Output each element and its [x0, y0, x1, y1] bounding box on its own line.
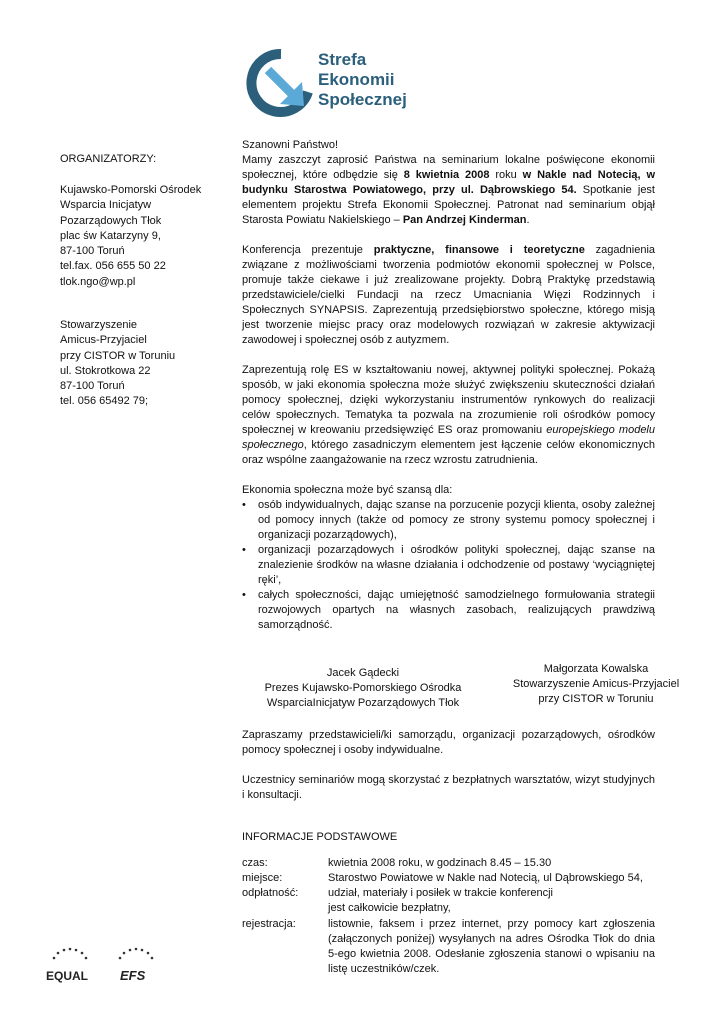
svg-text:EQUAL: EQUAL	[46, 969, 88, 983]
info-table	[242, 856, 655, 977]
org2-line: Stowarzyszenie	[60, 319, 138, 331]
info-row	[242, 917, 655, 977]
signature-role: Stowarzyszenie Amicus-Przyjaciel	[512, 678, 680, 690]
info-row	[242, 856, 655, 871]
logo-line-1: Strefa	[318, 50, 367, 69]
p1-text: .	[526, 214, 530, 226]
signature-name: Małgorzata Kowalska	[543, 663, 649, 675]
p3-text: Zaprezentują rolę ES w kształtowaniu nowej, aktywnej polityki społecznej. Pokażą sposób, w jaki ekonomia społeczna może służyć zwiększeniu skuteczności działań pomocy społecznej, dzięki wykorzystaniu instrumentów rynkowych do realizacji celów społecznych. Tematyka ta pozwala na zrozumienie roli ośrodków pomocy społecznej w kreowaniu przedsięwzięć ES oraz promowaniu	[242, 364, 655, 436]
footer-logos	[40, 944, 164, 994]
info-label: odpłatność:	[242, 887, 299, 899]
closing-paragraph-2: Uczestnicy seminariów mogą skorzystać z bezpłatnych warsztatów, wizyt studyjnych i konsultacji.	[242, 774, 655, 801]
signature-name: Jacek Gądecki	[326, 667, 400, 679]
info-value: Starostwo Powiatowe w Nakle nad Notecią, ul Dąbrowskiego 54,	[328, 872, 643, 884]
org1-email[interactable]: tlok.ngo@wp.pl	[60, 275, 136, 288]
org2-line: tel. 056 65492 79;	[60, 395, 149, 408]
closing-paragraph-1: Zapraszamy przedstawicieli/ki samorządu, organizacji pozarządowych, ośrodków pomocy społecznej i osoby indywidualne.	[242, 729, 655, 756]
org2-line: Amicus-Przyjaciel	[60, 334, 147, 347]
list-item: • całych społeczności, dając umiejętność samodzielnego formułowania strategii rozwojowych opartych na własnych zasobach, realizujących prawdziwą samorządność.	[242, 588, 655, 633]
signature-role: WsparciaInicjatyw Pozarządowych Tłok	[266, 697, 460, 709]
letter-body	[242, 138, 655, 633]
info-value: kwietnia 2008 roku, w godzinach 8.45 – 15.30	[328, 857, 552, 869]
p3-emphasis: europejskiego modelu społecznego	[242, 424, 655, 451]
p1-location: w Nakle nad Notecią, w budynku Starostwa Powiatowego, przy ul. Dąbrowskiego 54.	[242, 169, 656, 196]
greeting: Szanowni Państwo!	[242, 139, 338, 151]
organizer-1-address	[60, 183, 230, 290]
efs-logo-icon	[106, 944, 166, 994]
svg-text:EFS: EFS	[120, 968, 146, 983]
p1-date: 8 kwietnia 2008	[403, 169, 490, 181]
org1-line: plac św Katarzyny 9,	[60, 229, 161, 242]
p2-emphasis: praktyczne, finansowe i teoretyczne	[373, 244, 585, 256]
p2-text: zagadnienia związane z możliwościami tworzenia podmiotów ekonomii społecznej w Polsce, promuje także ciekawe i już zrealizowane projekty. Dobrą Praktykę przedstawią przedstawiciele/cielki Fundacji na rzecz Umacniania Więzi Rodzinnych i Społecznych SYNAPSIS. Zaprezentują przedsiębiorstwo społeczne, którego misją jest tworzenie miejsc pracy oraz modelowych rozwiązań w zakresie aktywizacji zawodowej i społecznej osób z autyzmem.	[242, 244, 656, 346]
info-label: rejestracja:	[242, 918, 296, 930]
paragraph-1	[242, 153, 655, 228]
info-label: czas:	[242, 857, 268, 869]
org1-line: 87-100 Toruń	[60, 245, 125, 258]
org2-line: 87-100 Toruń	[60, 380, 125, 393]
org1-line: Wsparcia Inicjatyw	[60, 199, 152, 212]
p3-text: , którego zasadniczym elementem jest łączenie celów ekonomicznych oraz wspólne zaangażowanie na rzecz wzrostu zatrudnienia.	[242, 439, 655, 466]
info-value: udział, materiały i posiłek w trakcie konferencji jest całkowicie bezpłatny,	[328, 887, 553, 914]
paragraph-4-intro: Ekonomia społeczna może być szansą dla:	[242, 484, 453, 496]
strefa-ekonomii-logo	[246, 44, 426, 122]
org1-line: Kujawsko-Pomorski Ośrodek	[60, 184, 202, 196]
logo-ring-arrow-icon	[246, 48, 316, 118]
organizer-2-address	[60, 318, 230, 410]
list-item: • osób indywidualnych, dając szanse na porzucenie pozycji klienta, osoby zależnej od pomocy innych (także od pomocy ze strony systemu pomocy społecznej i organizacji pozarządowych),	[242, 498, 655, 543]
p1-text: Mamy zaszczyt zaprosić Państwa na seminarium lokalne poświęcone ekonomii społecznej, które odbędzie się	[242, 154, 655, 181]
signature-role: przy CISTOR w Toruniu	[538, 693, 654, 705]
closing-text	[242, 728, 655, 803]
p1-patron: Pan Andrzej Kinderman	[402, 214, 527, 226]
list-item: • organizacji pozarządowych i ośrodków polityki społecznej, dając szanse na znalezienie środków na własne działania i odchodzenie od postawy ‘wyciągniętej ręki’,	[242, 543, 655, 588]
info-row	[242, 886, 655, 916]
org1-line: tel.fax. 056 655 50 22	[60, 260, 166, 273]
org2-line: przy CISTOR w Toruniu	[60, 349, 176, 362]
info-title: INFORMACJE PODSTAWOWE	[242, 831, 398, 843]
info-label: miejsce:	[242, 872, 283, 884]
paragraph-3	[242, 363, 655, 468]
signature-role: Prezes Kujawsko-Pomorskiego Ośrodka	[264, 682, 462, 694]
organizers-heading-text: ORGANIZATORZY:	[60, 153, 157, 165]
info-value: listownie, faksem i przez internet, przy pomocy kart zgłoszenia (załączonych poniżej) wysyłanych na adres Ośrodka Tłok do dnia 5-ego kwietnia 2008. Odesłanie zgłoszenia stanowi o wpisaniu na listę uczestników/czek.	[328, 918, 655, 975]
org1-line: Pozarządowych Tłok	[60, 214, 162, 227]
logo-line-2: Ekonomii	[318, 70, 395, 89]
p1-text: roku	[489, 169, 523, 181]
signature-left	[252, 666, 474, 711]
logo-line-3: Społecznej	[318, 90, 407, 109]
equal-logo-icon	[40, 944, 100, 994]
organizers-heading	[60, 152, 230, 167]
info-row	[242, 871, 655, 886]
logo-text	[318, 50, 407, 110]
benefits-list	[242, 498, 655, 633]
p1-text: Spotkanie jest elementem projektu Strefa Ekonomii Społecznej. Patronat nad seminarium objął Starosta Powiatu Nakielskiego –	[242, 184, 655, 226]
org2-line: ul. Stokrotkowa 22	[60, 364, 151, 377]
signature-right	[496, 662, 696, 707]
paragraph-2	[242, 243, 655, 348]
p2-text: Konferencja prezentuje	[242, 244, 374, 256]
